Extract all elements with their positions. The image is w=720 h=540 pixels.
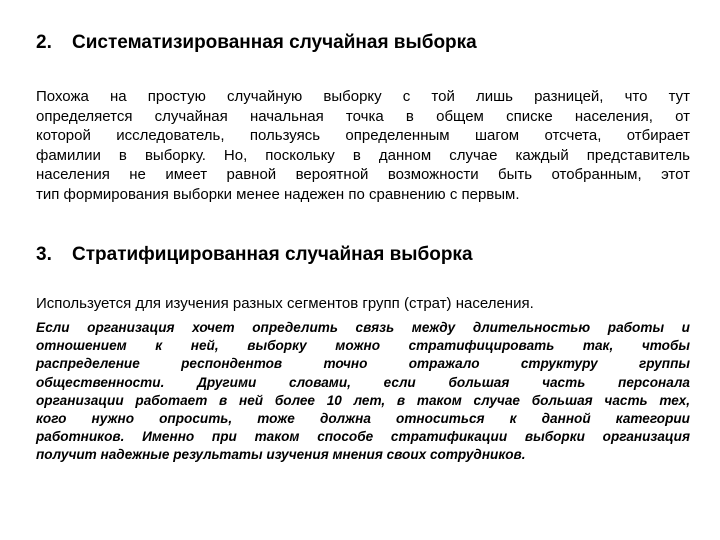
section-2-heading <box>36 28 477 58</box>
section-3-heading <box>36 240 473 270</box>
example-line: получит надежные результаты изучения мнения своих сотрудников. <box>36 447 526 463</box>
example-line: организации работает в ней более 10 лет, в таком случае большая часть тех, <box>36 392 690 408</box>
example-line: отношением к ней, выборку можно стратифицировать так, чтобы <box>36 338 690 354</box>
example-line: работников. Именно при таком способе стратификации выборки организация <box>36 429 690 445</box>
section-3-number: 3. <box>36 244 52 265</box>
paragraph-line: определяется случайная начальная точка в общем списке населения, от <box>36 107 690 125</box>
example-line: кого нужно опросить, тоже должна относиться к данной категории <box>36 411 690 427</box>
example-line: распределение респондентов точно отражало структуру группы <box>36 356 690 372</box>
example-line: общественности. Другими словами, если большая часть персонала <box>36 374 690 390</box>
section-2-number: 2. <box>36 32 52 53</box>
section-3-title: Стратифицированная случайная выборка <box>72 244 473 265</box>
paragraph-line: населения не имеет равной вероятной возможности быть отобранным, этот <box>36 166 690 184</box>
section-2-paragraph <box>36 87 690 205</box>
paragraph-line: фамилии в выборку. Но, поскольку в данном случае каждый представитель <box>36 146 690 164</box>
example-line: Если организация хочет определить связь между длительностью работы и <box>36 320 690 335</box>
paragraph-line: тип формирования выборки менее надежен по сравнению с первым. <box>36 185 520 203</box>
section-3-example <box>36 319 690 465</box>
paragraph-line: Похожа на простую случайную выборку с той лишь разницей, что тут <box>36 88 690 105</box>
paragraph-line: которой исследователь, пользуясь определенным шагом отсчета, отбирает <box>36 127 690 145</box>
intro-line: Используется для изучения разных сегментов групп (страт) населения. <box>36 295 534 312</box>
section-3-intro <box>36 294 690 314</box>
section-2-title: Систематизированная случайная выборка <box>72 32 477 53</box>
